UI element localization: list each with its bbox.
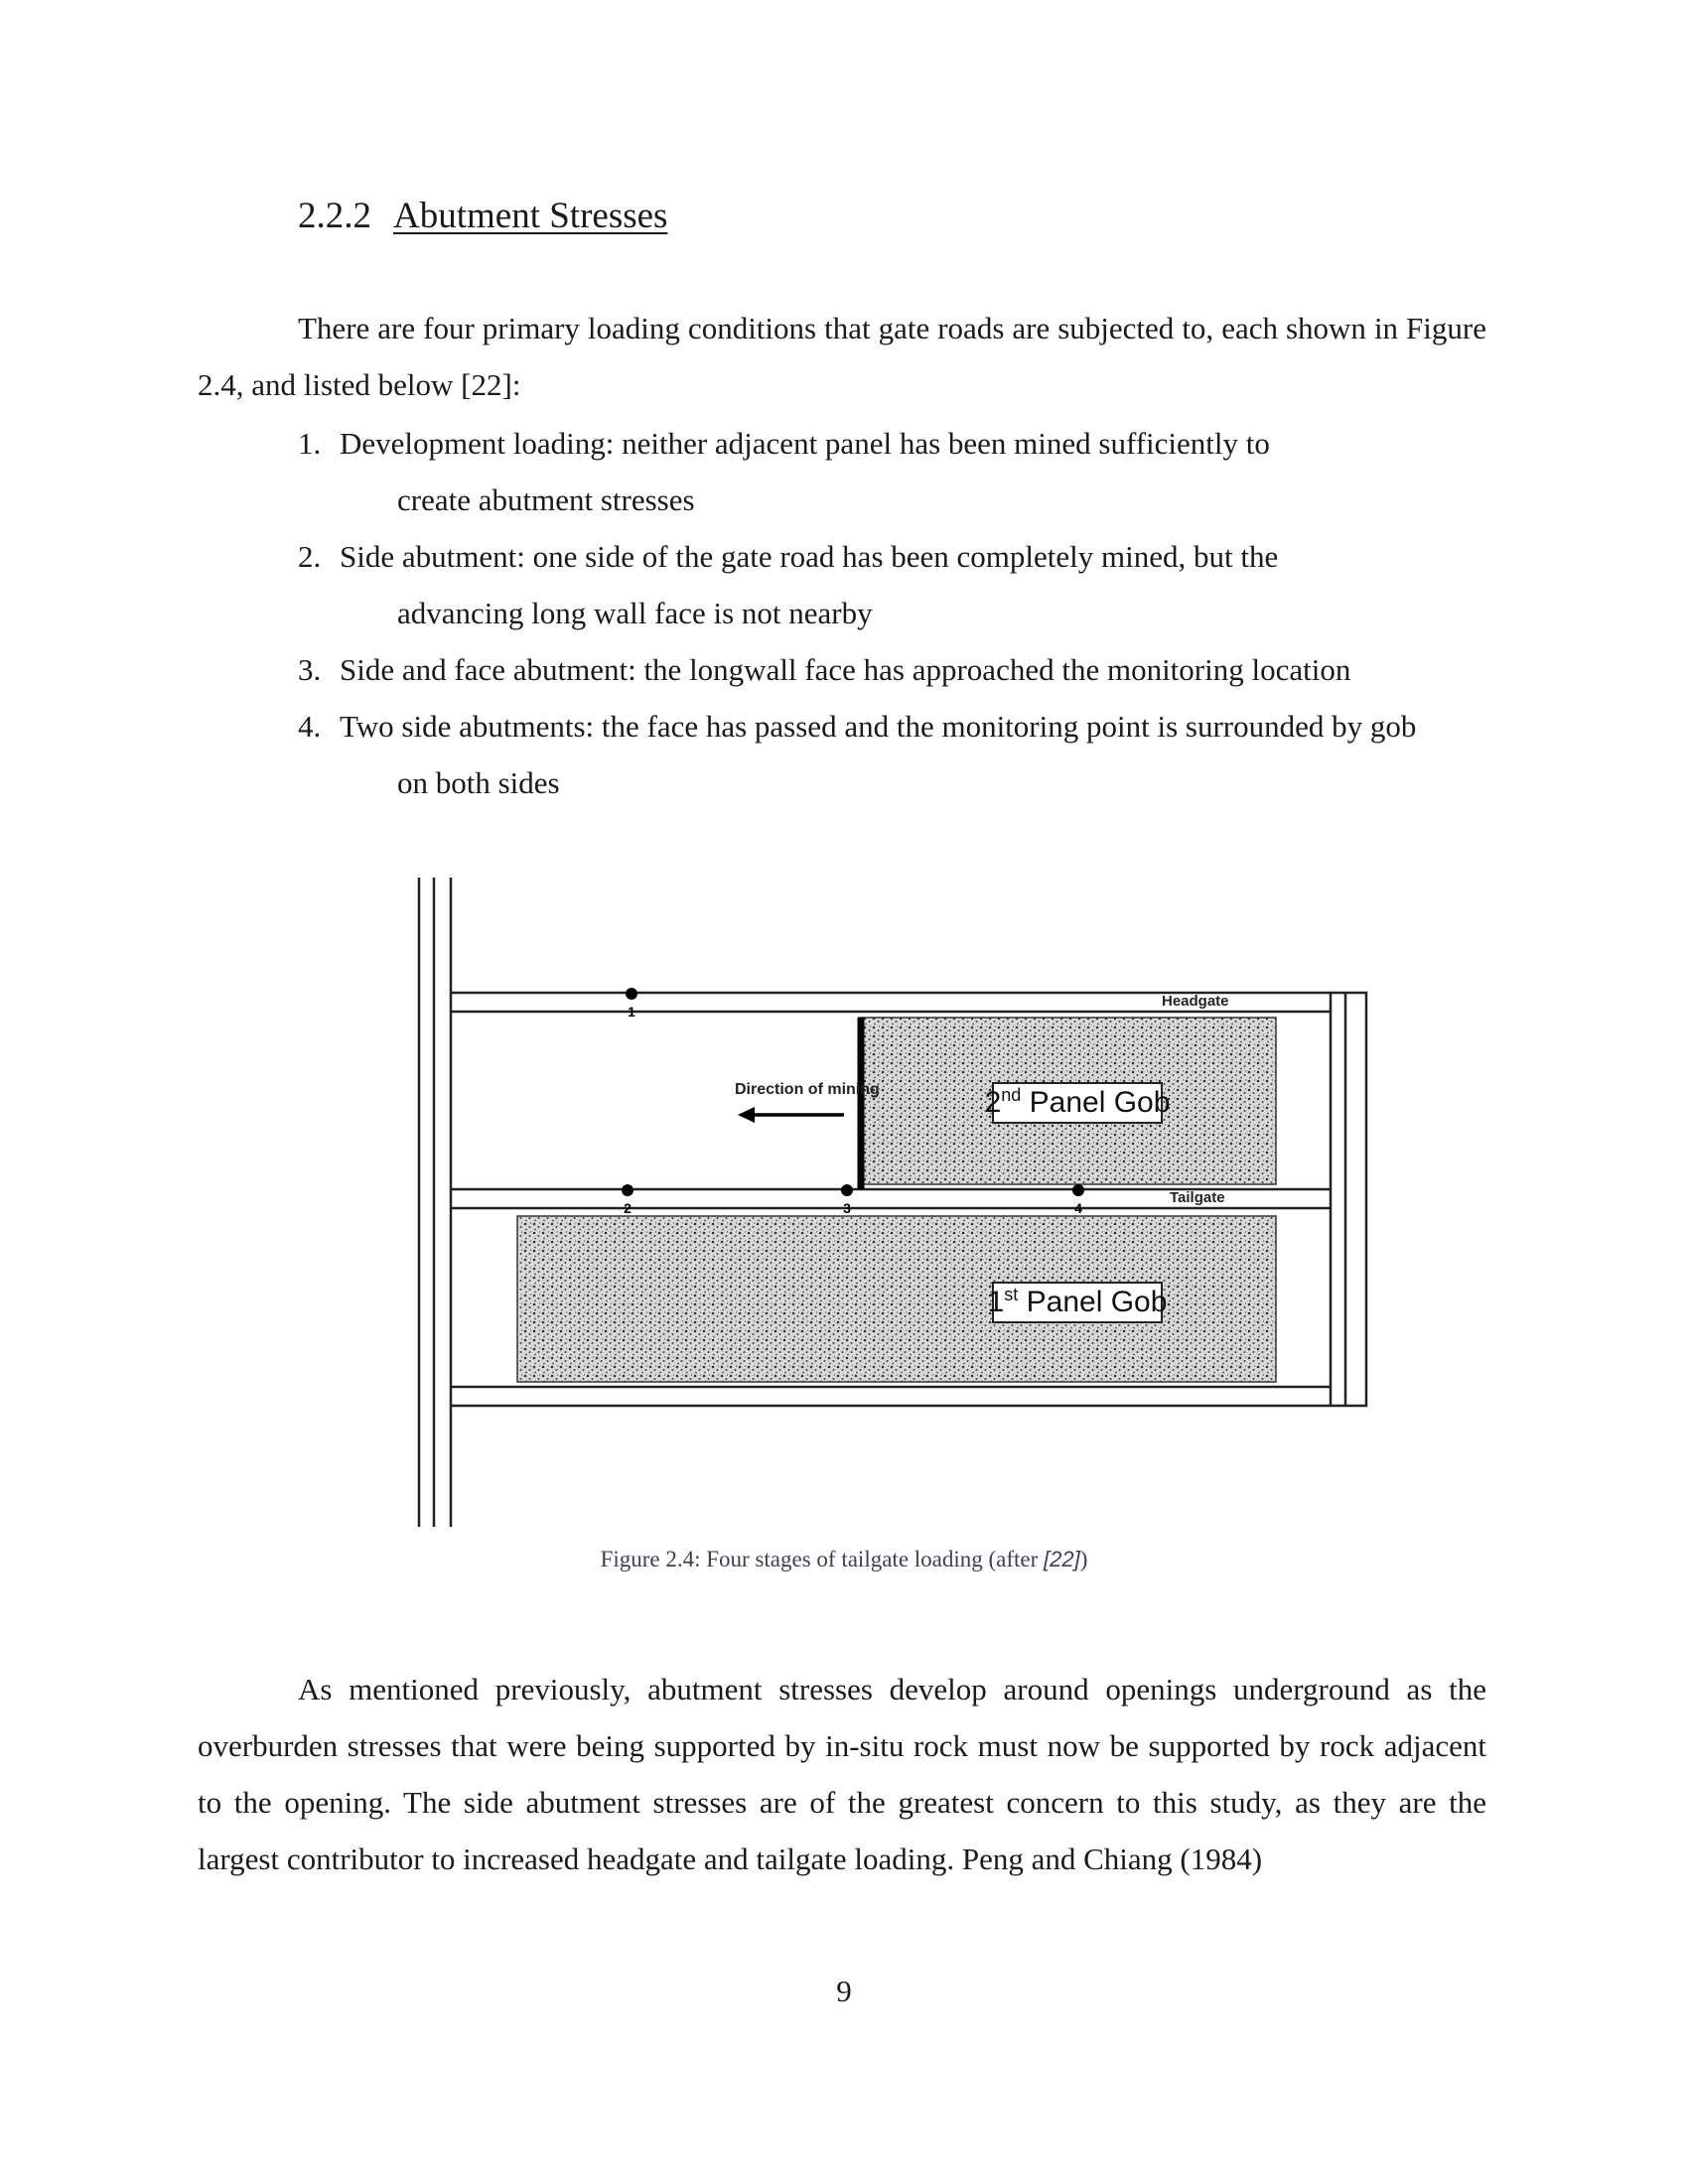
svg-text:1st Panel Gob: 1st Panel Gob	[987, 1285, 1168, 1318]
page-number: 9	[836, 1974, 852, 2008]
list-item: 2. Side abutment: one side of the gate road has been completely mined, but the advancing long wall face is not nearby	[298, 539, 1279, 630]
section-title: Abutment Stresses	[393, 196, 668, 236]
headgate-label: Headgate	[1162, 993, 1229, 1010]
list-item: 1. Development loading: neither adjacent panel has been mined sufficiently to create abutment stresses	[298, 426, 1270, 517]
svg-text:4: 4	[1074, 1200, 1082, 1216]
first-panel-label	[988, 1283, 1168, 1322]
tailgate-label: Tailgate	[1170, 1189, 1225, 1206]
list-item: 3. Side and face abutment: the longwall face has approached the monitoring location	[298, 652, 1351, 687]
body-paragraph: As mentioned previously, abutment stresses develop around openings underground as the overburden stresses that were being supported by in-situ rock must now be supported by rock adjacent to the opening. The side abutment stresses are of the greatest concern to this study, as they are the largest contributor to increased headgate and tailgate loading. Peng and Chiang (1984)	[198, 1672, 1486, 1876]
svg-text:2nd Panel Gob: 2nd Panel Gob	[984, 1085, 1171, 1119]
svg-text:1: 1	[628, 1004, 635, 1020]
section-number: 2.2.2	[298, 196, 371, 236]
monitoring-point-1	[626, 988, 637, 1020]
monitoring-point-4	[1072, 1184, 1084, 1216]
list-item: 4. Two side abutments: the face has passed and the monitoring point is surrounded by gob on both sides	[298, 709, 1417, 800]
second-panel-label	[985, 1083, 1171, 1123]
intro-paragraph: There are four primary loading conditions that gate roads are subjected to, each shown in Figure 2.4, and listed below [22]:	[198, 311, 1486, 402]
tailgate-loading-diagram	[407, 874, 1390, 1529]
svg-text:2: 2	[624, 1200, 632, 1216]
svg-text:3: 3	[843, 1200, 851, 1216]
direction-of-mining-label: Direction of mining	[735, 1081, 880, 1098]
figure-caption: Figure 2.4: Four stages of tailgate loading (after [22])	[600, 1547, 1088, 1571]
section-heading	[298, 195, 667, 237]
monitoring-point-2	[622, 1184, 633, 1216]
monitoring-point-3	[841, 1184, 853, 1216]
direction-arrow-icon	[738, 1107, 844, 1123]
loading-conditions-list	[298, 415, 1489, 811]
